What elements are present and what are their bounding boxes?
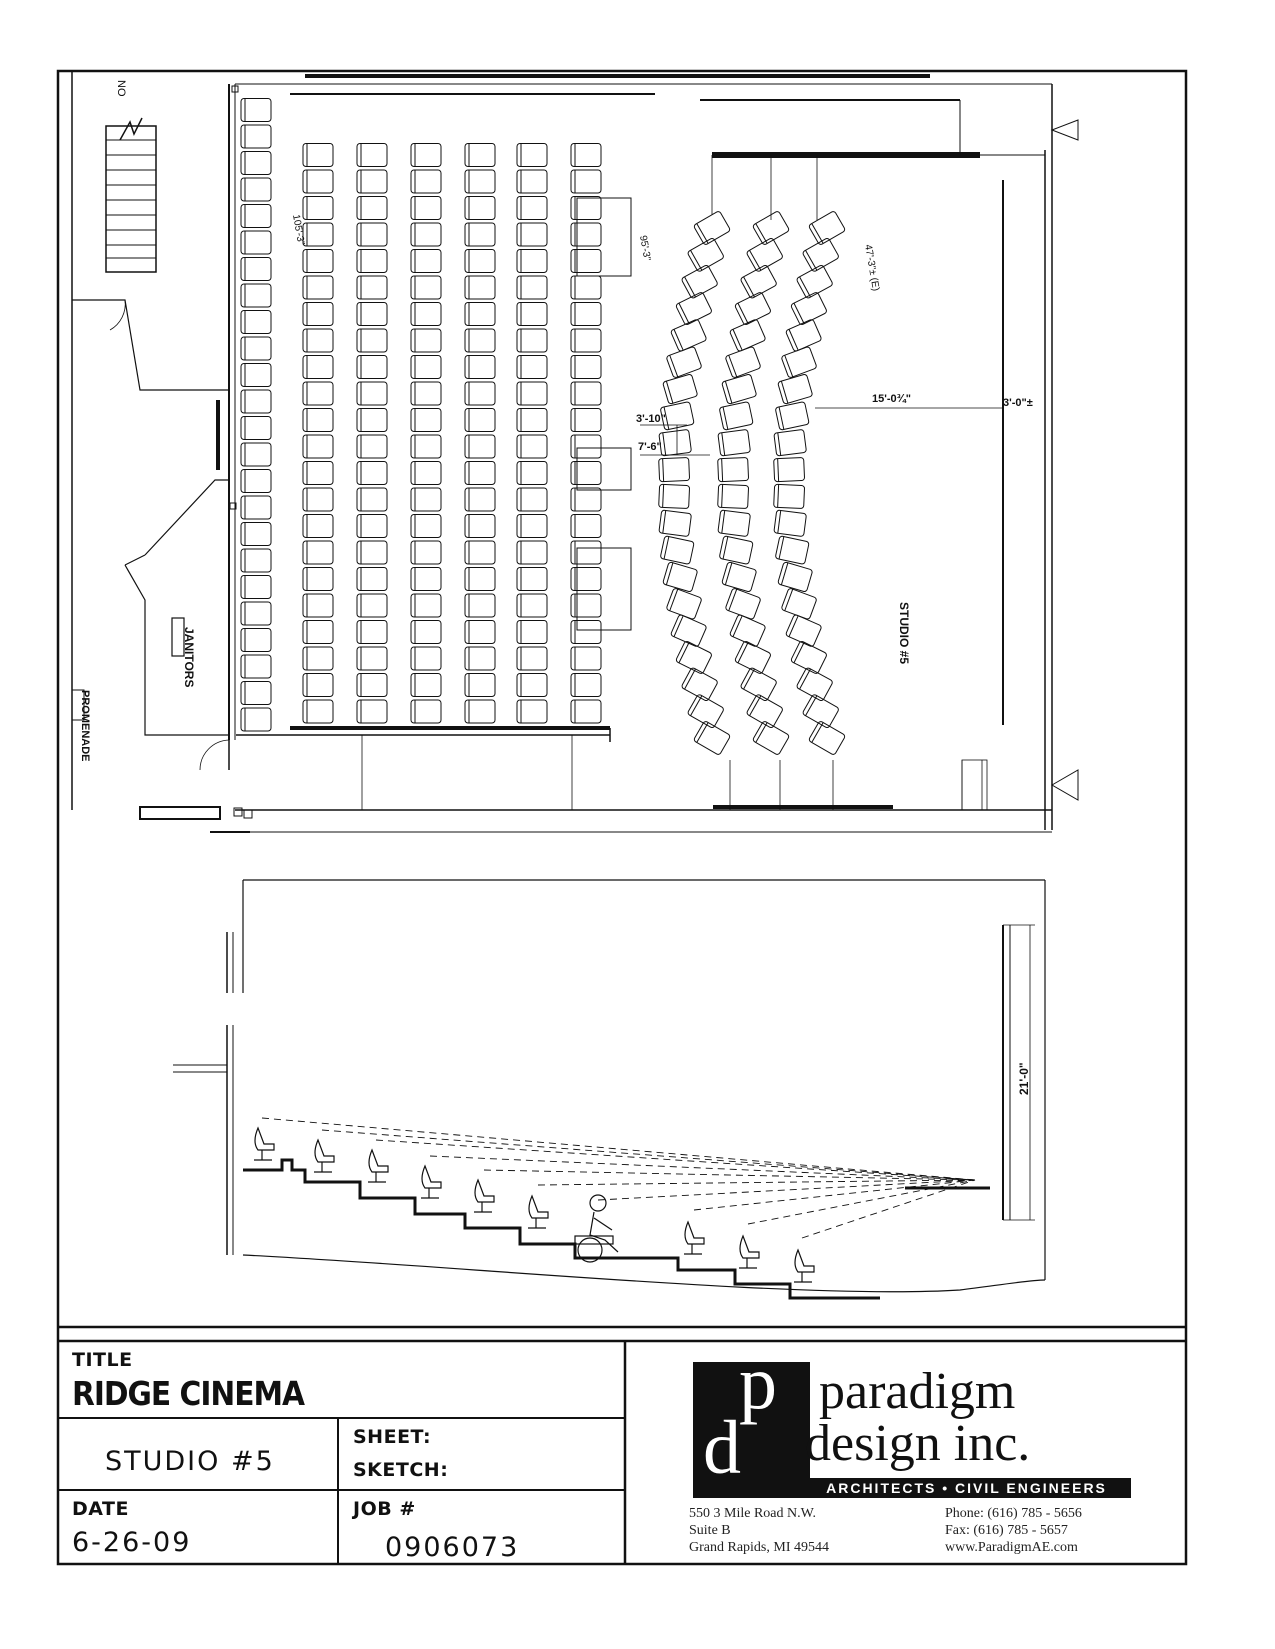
seat [241, 231, 271, 254]
seat [357, 382, 387, 405]
sheet-label: SHEET: [353, 1426, 432, 1448]
dim-curved-rows: 47'-3"± (E) [862, 243, 882, 292]
seat [746, 237, 783, 272]
seat [465, 356, 495, 379]
seat [687, 237, 724, 272]
seat [718, 457, 749, 481]
seat [571, 515, 601, 538]
seat [517, 303, 547, 326]
seat [571, 594, 601, 617]
seat [241, 364, 271, 387]
seat [411, 409, 441, 432]
project-title: RIDGE CINEMA [72, 1374, 305, 1413]
seat [802, 237, 839, 272]
seat [357, 356, 387, 379]
seat-layout [241, 99, 846, 756]
seat [357, 647, 387, 670]
seat [465, 621, 495, 644]
seat [517, 435, 547, 458]
seat [571, 382, 601, 405]
firm-logo [693, 1341, 1131, 1500]
firm-address [689, 1505, 829, 1556]
seat [725, 588, 761, 620]
seat [241, 655, 271, 678]
seat [411, 621, 441, 644]
screen-height-dim: 21'-0" [1017, 1062, 1031, 1095]
seat [659, 429, 692, 456]
section-seat [528, 1196, 548, 1228]
seat [718, 484, 749, 508]
seat [571, 329, 601, 352]
section-seat [314, 1140, 334, 1172]
seat [303, 329, 333, 352]
seat [746, 694, 783, 729]
seat [465, 197, 495, 220]
seat [411, 541, 441, 564]
seat [517, 144, 547, 167]
seat [775, 536, 809, 565]
seat [241, 708, 271, 731]
seat [241, 258, 271, 281]
seat [357, 435, 387, 458]
seat [241, 470, 271, 493]
seat [357, 250, 387, 273]
seat [303, 356, 333, 379]
seat [303, 488, 333, 511]
seat [411, 356, 441, 379]
seat [303, 303, 333, 326]
seat [517, 170, 547, 193]
job-number: 0906073 [385, 1532, 520, 1563]
seat [411, 382, 441, 405]
seat [740, 667, 777, 701]
seat [517, 568, 547, 591]
seat [241, 390, 271, 413]
seat [517, 356, 547, 379]
seat [357, 303, 387, 326]
seat [781, 346, 817, 378]
seat [571, 223, 601, 246]
seat [411, 594, 441, 617]
seat [465, 647, 495, 670]
seat [796, 264, 833, 298]
seat [517, 223, 547, 246]
logo-letter-d: d [703, 1406, 741, 1490]
seat [357, 144, 387, 167]
seat [517, 647, 547, 670]
seat [241, 337, 271, 360]
seat [465, 276, 495, 299]
seat [517, 250, 547, 273]
seat [571, 541, 601, 564]
seat [241, 496, 271, 519]
seat [303, 647, 333, 670]
firm-contact [945, 1505, 1082, 1556]
seat [571, 674, 601, 697]
promenade-label: PROMENADE [79, 690, 91, 762]
seat [465, 541, 495, 564]
seat [571, 462, 601, 485]
seat [303, 382, 333, 405]
title-label: TITLE [72, 1349, 133, 1371]
seat [681, 264, 718, 298]
logo-mark [693, 1341, 810, 1498]
seat [808, 211, 845, 246]
seat [357, 329, 387, 352]
seat [357, 515, 387, 538]
seat [411, 144, 441, 167]
seat [725, 346, 761, 378]
section-seats [254, 1128, 814, 1282]
seat [571, 250, 601, 273]
seat [241, 523, 271, 546]
seat [411, 700, 441, 723]
seat [465, 435, 495, 458]
seat [411, 276, 441, 299]
seat [241, 125, 271, 148]
seat [465, 568, 495, 591]
janitors-label: JANITORS [182, 627, 196, 688]
seat [517, 700, 547, 723]
sketch-label: SKETCH: [353, 1459, 449, 1481]
seat [411, 170, 441, 193]
logo-letter-p: p [739, 1341, 777, 1425]
seat [357, 541, 387, 564]
seat [517, 197, 547, 220]
seat [517, 621, 547, 644]
seat [357, 568, 387, 591]
seat [517, 382, 547, 405]
seat [693, 721, 730, 756]
seat [303, 594, 333, 617]
seat [571, 276, 601, 299]
date-label: DATE [72, 1498, 129, 1520]
seat [357, 462, 387, 485]
seat [303, 144, 333, 167]
address-line3: Grand Rapids, MI 49544 [689, 1540, 829, 1555]
dim-screen-offset: 3'-0"± [1003, 397, 1033, 409]
address-line2: Suite B [689, 1523, 731, 1538]
seat [357, 488, 387, 511]
address-line1: 550 3 Mile Road N.W. [689, 1506, 817, 1521]
seat [571, 356, 601, 379]
top-left-mark: NO [115, 80, 127, 97]
seat [303, 435, 333, 458]
seat [241, 311, 271, 334]
seat [241, 682, 271, 705]
firm-fax: Fax: (616) 785 - 5657 [945, 1523, 1068, 1538]
seat [722, 562, 757, 593]
seat [666, 346, 702, 378]
seat [241, 178, 271, 201]
seat [774, 484, 805, 508]
seat [571, 197, 601, 220]
section-seat [474, 1180, 494, 1212]
seat [517, 674, 547, 697]
seat [411, 515, 441, 538]
seat [357, 170, 387, 193]
seat [775, 402, 809, 431]
date-value: 6-26-09 [72, 1527, 192, 1558]
seat [357, 594, 387, 617]
seat [465, 700, 495, 723]
section-seat [368, 1150, 388, 1182]
seat [693, 211, 730, 246]
seat [719, 536, 753, 565]
seat [571, 303, 601, 326]
seat [778, 374, 813, 405]
seat [241, 443, 271, 466]
seat [465, 144, 495, 167]
seat [660, 536, 694, 565]
seat [465, 462, 495, 485]
seat [517, 276, 547, 299]
seat [465, 594, 495, 617]
section-seat [794, 1250, 814, 1282]
seat [571, 647, 601, 670]
seat [241, 629, 271, 652]
seat [465, 515, 495, 538]
seat [303, 700, 333, 723]
firm-website: www.ParadigmAE.com [945, 1540, 1078, 1555]
seat [517, 515, 547, 538]
seat [571, 435, 601, 458]
wheelchair-figure [575, 1195, 618, 1262]
seat [241, 417, 271, 440]
seat [241, 99, 271, 122]
seat [411, 223, 441, 246]
seat [303, 276, 333, 299]
studio-label: STUDIO #5 [897, 602, 911, 665]
seat [718, 510, 751, 537]
seat [357, 276, 387, 299]
seat [517, 329, 547, 352]
seat [303, 568, 333, 591]
seat [465, 329, 495, 352]
seat [241, 205, 271, 228]
section-seat [254, 1128, 274, 1160]
seat [571, 170, 601, 193]
seat [241, 602, 271, 625]
seat [752, 721, 789, 756]
seat [666, 588, 702, 620]
seat [774, 457, 805, 481]
seat [465, 170, 495, 193]
seat [465, 303, 495, 326]
seat [681, 667, 718, 701]
seat [778, 562, 813, 593]
firm-name-line1: paradigm [819, 1363, 1016, 1420]
seat [571, 488, 601, 511]
seat [465, 488, 495, 511]
dim-middle-block: 95'-3" [637, 234, 653, 262]
seat [411, 303, 441, 326]
seat [411, 435, 441, 458]
seat [465, 674, 495, 697]
seat [465, 250, 495, 273]
seat [303, 197, 333, 220]
seat [687, 694, 724, 729]
seat [517, 409, 547, 432]
studio-name: STUDIO #5 [105, 1446, 275, 1477]
seat [241, 152, 271, 175]
seat [411, 250, 441, 273]
section-seat [739, 1236, 759, 1268]
dim-left-block: 105'-3" [290, 213, 307, 247]
seat [517, 488, 547, 511]
seat [663, 562, 698, 593]
seat [465, 382, 495, 405]
seat [740, 264, 777, 298]
seat [357, 621, 387, 644]
seat [774, 510, 807, 537]
seat [411, 329, 441, 352]
seat [802, 694, 839, 729]
section-seat [684, 1222, 704, 1254]
section-view [173, 880, 1045, 1298]
seat [303, 674, 333, 697]
job-label: JOB # [353, 1498, 416, 1520]
seat [303, 541, 333, 564]
seat [241, 549, 271, 572]
firm-name-line2: design inc. [805, 1415, 1031, 1472]
seat [517, 594, 547, 617]
seat [796, 667, 833, 701]
seat [357, 409, 387, 432]
seat [303, 223, 333, 246]
seat [303, 515, 333, 538]
seat [774, 429, 807, 456]
firm-tagline: ARCHITECTS • CIVIL ENGINEERS [802, 1478, 1131, 1498]
seat [411, 197, 441, 220]
seat [411, 568, 441, 591]
seat [571, 568, 601, 591]
seat [411, 674, 441, 697]
seat [719, 402, 753, 431]
seat [781, 588, 817, 620]
seat [303, 621, 333, 644]
seat [303, 170, 333, 193]
seat [357, 223, 387, 246]
seat [465, 223, 495, 246]
seat [663, 374, 698, 405]
seat [571, 409, 601, 432]
seat [411, 647, 441, 670]
seat [571, 700, 601, 723]
dim-aisle-lower: 7'-6" [638, 441, 662, 453]
seat [517, 541, 547, 564]
seat [241, 284, 271, 307]
seat [411, 462, 441, 485]
seat [303, 462, 333, 485]
seat [718, 429, 751, 456]
seat [659, 457, 690, 481]
dim-to-screen: 15'-0¾" [872, 393, 912, 405]
section-seat [421, 1166, 441, 1198]
seat [722, 374, 757, 405]
seat [357, 700, 387, 723]
seat [517, 462, 547, 485]
seat [571, 621, 601, 644]
firm-phone: Phone: (616) 785 - 5656 [945, 1506, 1082, 1521]
seat [465, 409, 495, 432]
seat [357, 674, 387, 697]
seat [357, 197, 387, 220]
seat [411, 488, 441, 511]
seat [659, 510, 692, 537]
seat [241, 576, 271, 599]
seat [303, 250, 333, 273]
seat [571, 144, 601, 167]
dim-aisle-upper: 3'-10" [636, 413, 666, 425]
seat [808, 721, 845, 756]
seat [659, 484, 690, 508]
seat [303, 409, 333, 432]
